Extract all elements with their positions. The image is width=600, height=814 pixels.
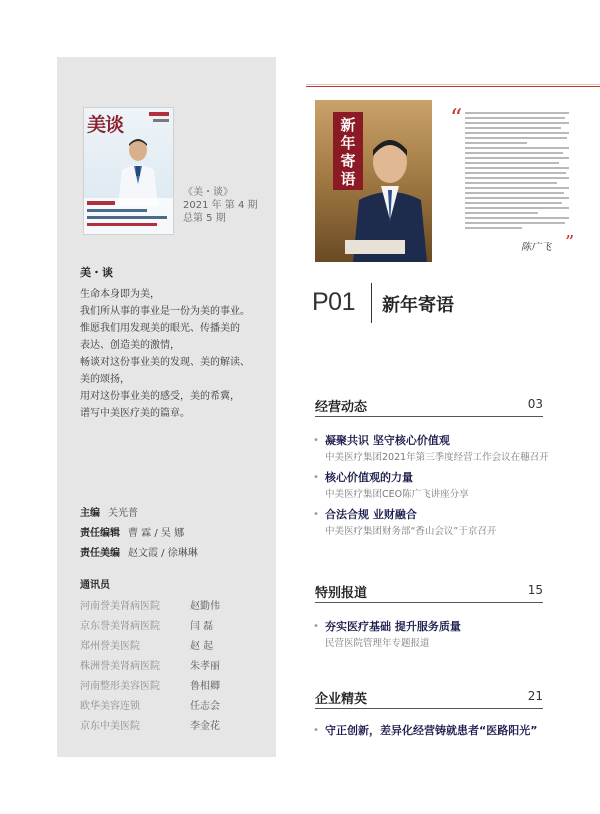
toc-item[interactable] — [313, 722, 573, 740]
correspondent-name: 任志会 — [190, 701, 220, 712]
quote-open-icon: “ — [450, 104, 463, 132]
correspondent-row — [80, 717, 220, 737]
toc-item[interactable] — [313, 432, 573, 464]
cover-title: 美谈 — [87, 114, 124, 136]
section-page-number: 03 — [527, 397, 543, 411]
feature-divider — [371, 283, 372, 323]
correspondent-hospital: 欧华美容连锁 — [80, 701, 140, 712]
toc-item[interactable] — [313, 618, 573, 650]
cover-brand-mark — [149, 112, 169, 116]
correspondent-row — [80, 617, 220, 637]
credit-row — [80, 524, 198, 544]
correspondent-name: 赵 起 — [190, 641, 214, 652]
toc-item-title: 守正创新，差异化经营铸就患者“医路阳光” — [325, 724, 538, 737]
credit-names: 赵文霞 / 徐琳琳 — [128, 548, 198, 559]
correspondent-hospital: 京东中美医院 — [80, 721, 140, 732]
section-header-elite — [315, 688, 543, 708]
cover-headline-band — [84, 198, 173, 235]
vertical-label: 新年寄语 — [340, 116, 356, 188]
intro-line: 畅谈对这份事业美的发现、美的解读、 — [80, 357, 250, 368]
credit-role: 责任编辑 — [80, 528, 120, 539]
intro-line: 表达、创造美的激情， — [80, 340, 180, 351]
issue-info — [183, 186, 258, 225]
section-page-number: 15 — [527, 583, 543, 597]
section-rule — [315, 708, 543, 709]
bullet-icon: • — [313, 472, 319, 483]
toc-item-title: 凝聚共识 坚守核心价值观 — [325, 434, 450, 447]
bullet-icon: • — [313, 725, 319, 736]
correspondent-hospital: 河南誉美肾病医院 — [80, 601, 160, 612]
section-rule — [315, 416, 543, 417]
toc-item-title: 夯实医疗基础 提升服务质量 — [325, 620, 461, 633]
feature-title[interactable]: 新年寄语 — [382, 295, 454, 316]
correspondent-hospital: 河南整形美容医院 — [80, 681, 160, 692]
issue-total: 总第 5 期 — [183, 213, 226, 224]
section-rule — [315, 602, 543, 603]
section-header-special-report — [315, 582, 543, 602]
section-name: 特别报道 — [315, 586, 368, 601]
issue-number: 2021 年 第 4 期 — [183, 200, 258, 211]
toc-item-subtitle: 中美医疗集团财务部“香山会议”于京召开 — [325, 526, 497, 537]
quote-close-icon: ” — [565, 232, 575, 253]
intro-line: 生命本身即为美， — [80, 289, 160, 300]
magazine-cover-thumbnail[interactable] — [83, 107, 174, 235]
correspondent-name: 朱孝丽 — [190, 661, 220, 672]
section-page-number: 21 — [527, 689, 543, 703]
bullet-icon: • — [313, 435, 319, 446]
correspondent-row — [80, 597, 220, 617]
intro-line: 谱写中美医疗美的篇章。 — [80, 408, 190, 419]
cover-issue-mark — [153, 119, 169, 122]
toc-item-subtitle: 中美医疗集团2021年第三季度经营工作会议在穗召开 — [325, 452, 549, 463]
credit-row — [80, 544, 198, 564]
credit-names: 曹 霖 / 吴 娜 — [128, 528, 185, 539]
correspondent-row — [80, 637, 220, 657]
section-header-operations — [315, 396, 543, 416]
bullet-icon: • — [313, 509, 319, 520]
correspondent-row — [80, 677, 220, 697]
credit-role: 责任美编 — [80, 548, 120, 559]
credit-row — [80, 504, 198, 524]
toc-item-title: 合法合规 业财融合 — [325, 508, 417, 521]
correspondents-heading: 通讯员 — [80, 580, 110, 591]
intro-title: 美・谈 — [80, 266, 113, 279]
credit-names: 关光普 — [108, 508, 138, 519]
toc-item-subtitle: 中美医疗集团CEO陈广飞讲座分享 — [325, 489, 469, 500]
executive-photo[interactable] — [315, 100, 432, 262]
correspondent-name: 鲁相卿 — [190, 681, 220, 692]
letter-text-block — [465, 112, 569, 232]
toc-item-title: 核心价值观的力量 — [325, 471, 413, 484]
intro-line: 用对这份事业美的感受，美的希冀， — [80, 391, 240, 402]
correspondent-hospital: 郑州誉美医院 — [80, 641, 140, 652]
top-divider — [306, 86, 600, 87]
credit-role: 主编 — [80, 508, 100, 519]
toc-item[interactable] — [313, 506, 573, 538]
correspondent-name: 赵勤伟 — [190, 601, 220, 612]
correspondent-name: 李金花 — [190, 721, 220, 732]
feature-page-code: P01 — [312, 288, 355, 316]
signature: 陈广飞 — [521, 242, 551, 253]
toc-item-subtitle: 民营医院管理年专题报道 — [325, 638, 430, 649]
correspondents-list — [80, 576, 220, 737]
correspondent-name: 闫 磊 — [190, 621, 214, 632]
section-name: 企业精英 — [315, 692, 368, 707]
intro-text — [80, 286, 270, 422]
correspondent-row — [80, 697, 220, 717]
intro-line: 惟愿我们用发现美的眼光、传播美的 — [80, 323, 240, 334]
correspondent-hospital: 京东誉美肾病医院 — [80, 621, 160, 632]
correspondent-row — [80, 657, 220, 677]
top-divider-light — [306, 84, 600, 85]
section-name: 经营动态 — [315, 400, 368, 415]
correspondent-hospital: 株洲誉美肾病医院 — [80, 661, 160, 672]
doctor-portrait-image — [114, 136, 162, 206]
toc-item[interactable] — [313, 469, 573, 501]
intro-line: 我们所从事的事业是一份为美的事业。 — [80, 306, 250, 317]
editorial-credits — [80, 504, 198, 564]
intro-line: 美的颂扬， — [80, 374, 130, 385]
bullet-icon: • — [313, 621, 319, 632]
magazine-name: 《美・谈》 — [183, 187, 233, 198]
